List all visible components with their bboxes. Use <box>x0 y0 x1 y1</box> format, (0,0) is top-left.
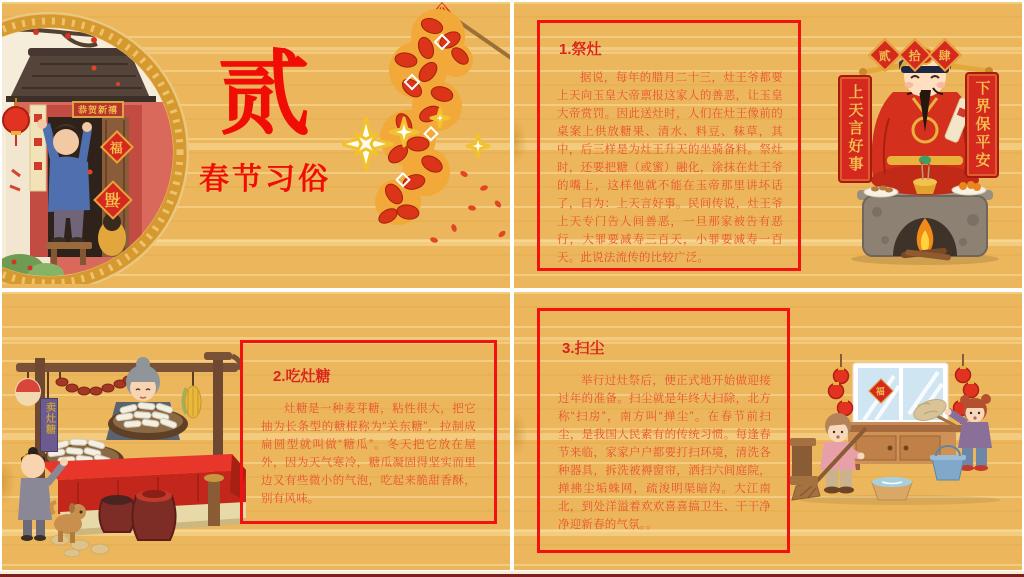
jizao-text-box <box>537 20 801 271</box>
door-plaque <box>72 101 124 118</box>
date-char-1: 贰 <box>878 48 892 63</box>
fu-character: 福 <box>110 140 124 156</box>
jizao-body: 据说，每年的腊月二十三，灶王爷都要上天向玉皇大帝禀报这家人的善恶，让玉皇大帝赏罚。因此送灶时，人们在灶王像前的桌案上供放糖果、清水、料豆、秣草，其中，后三样是为灶王升天的坐骑备料。祭灶时，还要把糖（或蜜）融化，涂抹在灶王爷的嘴上，这样他就不能在玉帝那里讲坏话了，曰为：上天言好事。民间传说，灶王爷上天专门告人间善恶，一旦那家被告有恶行，大罪要减寿三百天，小罪要减寿一百天。此说法流传的比较广泛。 <box>557 72 783 264</box>
door-plaque-text: 恭贺新禧 <box>77 105 118 115</box>
slide-title[interactable] <box>2 2 510 288</box>
firecracker-cluster <box>375 9 473 226</box>
chizaotang-body: 灶糖是一种麦芽糖，粘性很大，把它抽为长条型的糖棍称为“关东糖”，拉制成扁圆型就叫做“糖瓜”。冬天把它放在屋外，因为天气寒冷，糖瓜凝固得坚实而里边又有些微小的气泡，吃起来脆甜香酥，别有风味。 <box>261 403 476 505</box>
couplet-left-text: 上天言好事 <box>846 84 864 174</box>
slide-chizaotang[interactable] <box>2 292 510 570</box>
edge-moon-decoration <box>514 118 527 166</box>
date-char-3: 肆 <box>938 48 952 63</box>
inverted-fu-character: 福 <box>104 189 122 207</box>
couplet-right-text: 下界保平安 <box>973 80 991 170</box>
date-char-2: 拾 <box>908 48 922 63</box>
section-title: 春节习俗 <box>199 163 331 196</box>
saochen-heading: 3.扫尘 <box>562 340 605 357</box>
jizao-heading: 1.祭灶 <box>559 41 602 58</box>
stall-sign <box>40 398 58 452</box>
dust-sweeping-illustration <box>790 354 1018 506</box>
slide-jizao[interactable] <box>514 2 1022 288</box>
section-number: 贰 <box>217 44 310 146</box>
saochen-body: 举行过灶祭后，便正式地开始做迎接过年的准备。扫尘就是年终大扫除，北方称“扫房”，南方叫“掸尘”。在春节前扫尘，是我国人民素有的传统习惯。每逢春节来临，家家户户都要打扫环境，清洗各种器具，拆洗被褥窗帘，洒扫六闾庭院，掸拂尘垢蛛网，疏浚明渠暗沟。大江南北，到处洋溢着欢欢喜喜搞卫生、干干净净迎新春的气氛。。 <box>558 375 771 531</box>
saochen-text-box <box>537 308 790 553</box>
firecracker-illustration <box>342 2 510 264</box>
couplet-right <box>965 72 999 178</box>
stall-sign-text: 卖灶糖 <box>43 402 55 435</box>
chizaotang-text-box <box>240 340 497 524</box>
chizaotang-heading: 2.吃灶糖 <box>273 368 331 385</box>
edge-moon-decoration <box>514 410 527 458</box>
window-fu-character: 福 <box>876 386 886 397</box>
slide-saochen[interactable] <box>514 292 1022 570</box>
candy-stall-illustration <box>8 342 248 567</box>
couplet-left <box>838 75 872 183</box>
